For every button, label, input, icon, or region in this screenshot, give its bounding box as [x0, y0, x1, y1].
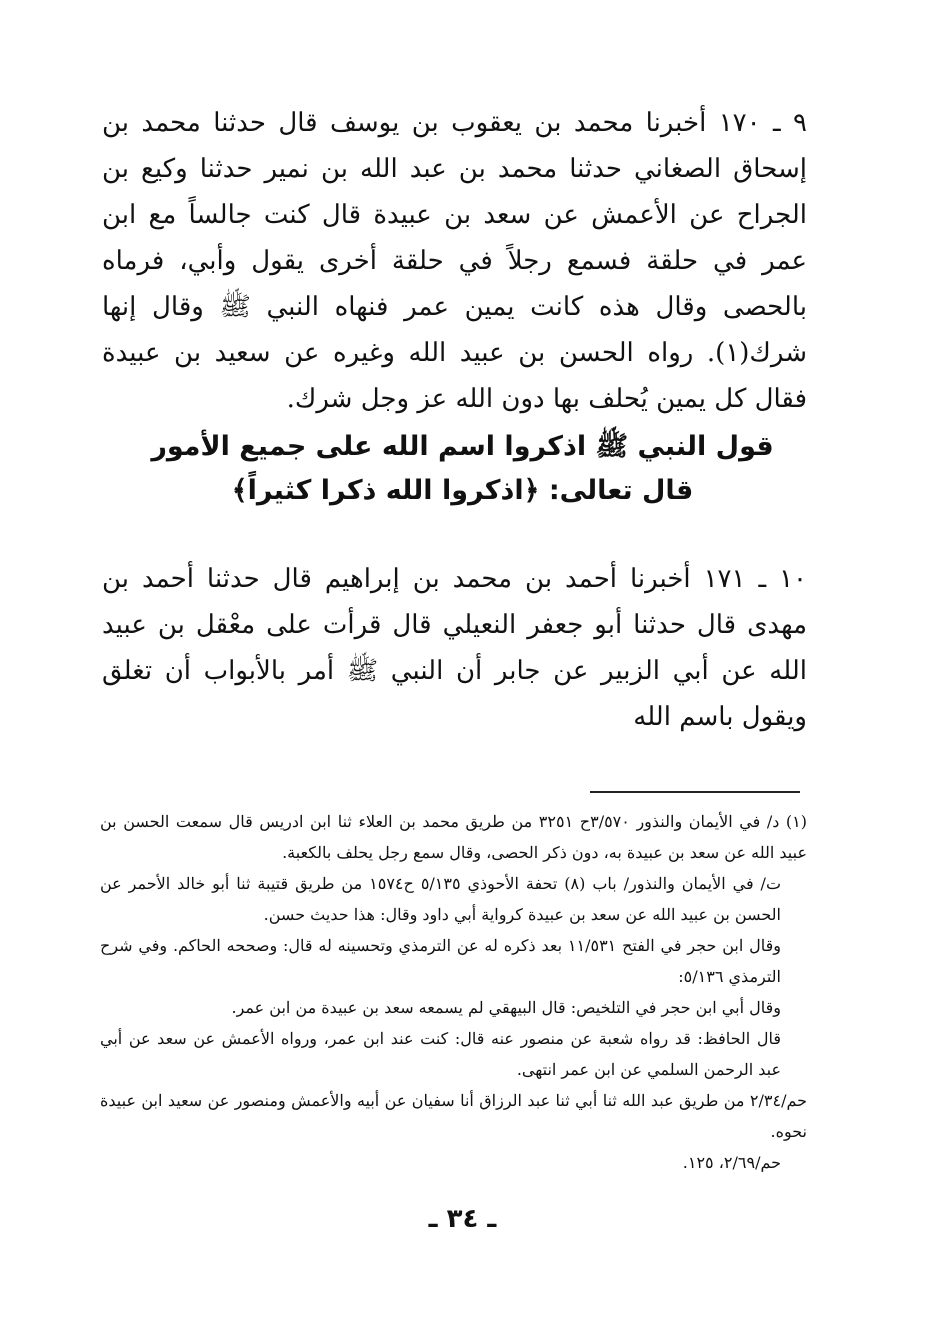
- heading-quran-verse-line: قال تعالى: ﴿اذكروا الله ذكرا كثيراً﴾: [231, 475, 694, 506]
- footnote-item: ت/ في الأيمان والنذور/ باب (٨) تحفة الأحوذي ٥/١٣٥ ح١٥٧٤ من طريق قتيبة ثنا أبو خالد الأحمر عن الحسن بن عبيد الله عن سعد بن عبيدة كرواية أبي داود وقال: هذا حديث حسن.: [100, 874, 782, 924]
- footnote-item: وقال أبي ابن حجر في التلخيص: قال البيهقي لم يسمعه سعد بن عبيدة من ابن عمر.: [231, 998, 781, 1017]
- footnote-item: وقال ابن حجر في الفتح ١١/٥٣١ بعد ذكره له عن الترمذي وتحسينه له قال: وصححه الحاكم. وفي شرح الترمذي ٥/١٣٦:: [100, 936, 781, 986]
- hadith-paragraph-10: ١٠ ـ ١٧١ أخبرنا أحمد بن محمد بن إبراهيم قال حدثنا أحمد بن مهدى قال حدثنا أبو جعفر النعيلي قال قرأت على معْقل بن عبيد الله عن أبي الزبير عن جابر أن النبي ﷺ أمر بالأبواب أن تغلق ويقول باسم الله: [102, 564, 807, 732]
- page-number: ـ ٣٤ ـ: [428, 1204, 497, 1234]
- hadith-paragraph-9: ٩ ـ ١٧٠ أخبرنا محمد بن يعقوب بن يوسف قال حدثنا محمد بن إسحاق الصغاني حدثنا محمد بن عبد الله بن نمير حدثنا وكيع بن الجراح عن الأعمش عن سعد بن عبيدة قال كنت جالساً مع ابن عمر في حلقة فسمع رجلاً في حلقة أخرى يقول وأبي، فرماه بالحصى وقال هذه كانت يمين عمر فنهاه النبي ﷺ وقال إنها شرك(١). رواه الحسن بن عبيد الله وغيره عن سعيد بن عبيدة فقال كل يمين يُحلف بها دون الله عز وجل شرك.: [102, 108, 807, 414]
- footnote-item: (١) د/ في الأيمان والنذور ٣/٥٧٠ح ٣٢٥١ من طريق محمد بن العلاء ثنا ابن ادريس قال سمعت الحسن بن عبيد الله عن سعد بن عبيدة به، دون ذكر الحصى، وقال سمع رجل يحلف بالكعبة.: [100, 812, 808, 862]
- footnote-item: حم/٢/٦٩، ١٢٥.: [682, 1153, 781, 1172]
- footnotes: [100, 806, 807, 1178]
- footnote-divider: [590, 791, 800, 793]
- footnote-item: قال الحافظ: قد رواه شعبة عن منصور عنه قال: كنت عند ابن عمر، ورواه الأعمش عن سعد عن أبي عبد الرحمن السلمي عن ابن عمر انتهى.: [100, 1029, 781, 1079]
- section-heading: [150, 425, 775, 513]
- footnote-item: حم/٢/٣٤ من طريق عبد الله ثنا أبي ثنا عبد الرزاق أنا سفيان عن أبيه والأعمش ومنصور عن سعيد ابن عبيدة نحوه.: [100, 1091, 807, 1141]
- heading-title-line: قول النبي ﷺ اذكروا اسم الله على جميع الأمور: [151, 431, 774, 462]
